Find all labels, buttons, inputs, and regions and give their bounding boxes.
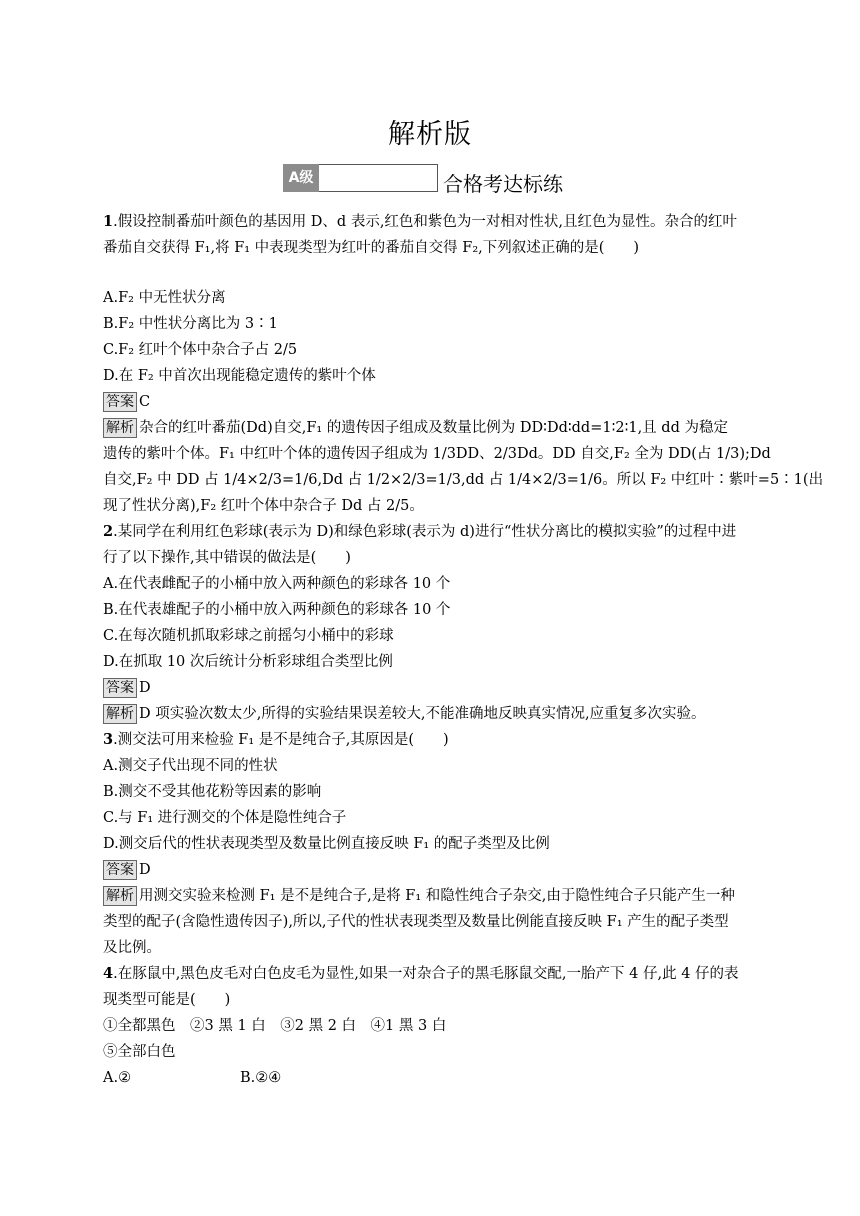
page-title: 解析版: [388, 119, 472, 150]
question-1-option-d: D.在 F₂ 中首次出现能稳定遗传的紫叶个体: [103, 368, 376, 384]
question-4-stem-line: 4.在豚鼠中,黑色皮毛对白色皮毛为显性,如果一对杂合子的黑毛豚鼠交配,一胎产下 4 仔,此 4 仔的表: [103, 965, 739, 982]
question-3-analysis-line: 类型的配子(含隐性遗传因子),所以,子代的性状表现类型及数量比例能直接反映 F₁ 产生的配子类型: [103, 914, 729, 930]
level-badge: A级: [283, 164, 319, 192]
question-4-choices: ①全都黑色 ②3 黑 1 白 ③2 黑 2 白 ④1 黑 3 白: [103, 1018, 447, 1034]
analysis-label: 解析: [103, 418, 137, 438]
question-3-analysis: 解析 用测交实验来检测 F₁ 是不是纯合子,是将 F₁ 和隐性纯合子杂交,由于隐性纯合子只能产生一种: [103, 883, 758, 909]
question-4-options: [103, 1065, 758, 1091]
analysis-label: 解析: [103, 886, 137, 906]
question-2-stem-line: 行了以下操作,其中错误的做法是( ): [103, 550, 351, 566]
question-1-analysis-line: 现了性状分离),F₂ 红叶个体中杂合子 Dd 占 2/5。: [103, 498, 424, 514]
question-2-option-d: D.在抓取 10 次后统计分析彩球组合类型比例: [103, 654, 393, 670]
question-2-option-a: A.在代表雌配子的小桶中放入两种颜色的彩球各 10 个: [103, 576, 451, 592]
question-3-stem-line: 3.测交法可用来检验 F₁ 是不是纯合子,其原因是( ): [103, 731, 449, 748]
question-2-analysis: 解析 D 项实验次数太少,所得的实验结果误差较大,不能准确地反映真实情况,应重复多次实验。: [103, 701, 758, 727]
question-2-option-c: C.在每次随机抓取彩球之前摇匀小桶中的彩球: [103, 628, 394, 644]
question-2-stem-line: 2.某同学在利用红色彩球(表示为 D)和绿色彩球(表示为 d)进行“性状分离比的模拟实验”的过程中进: [103, 523, 737, 540]
question-3-analysis-line: 及比例。: [103, 940, 161, 956]
question-3-option-c: C.与 F₁ 进行测交的个体是隐性纯合子: [103, 810, 347, 826]
question-1-analysis: 解析 杂合的红叶番茄(Dd)自交,F₁ 的遗传因子组成及数量比例为 DD∶Dd∶dd=1∶2∶1,且 dd 为稳定: [103, 415, 758, 441]
question-4-choices: ⑤全部白色: [103, 1044, 176, 1060]
question-1-stem-line: 番茄自交获得 F₁,将 F₁ 中表现类型为红叶的番茄自交得 F₂,下列叙述正确的是( ): [103, 240, 640, 256]
question-4-option-b: B.②④: [240, 1070, 282, 1086]
question-1-answer: 答案 C: [103, 389, 758, 415]
question-1-option-a: A.F₂ 中无性状分离: [103, 290, 226, 306]
question-2-option-b: B.在代表雄配子的小桶中放入两种颜色的彩球各 10 个: [103, 602, 451, 618]
question-3-option-a: A.测交子代出现不同的性状: [103, 758, 278, 774]
question-1-analysis-line: 自交,F₂ 中 DD 占 1/4×2/3=1/6,Dd 占 1/2×2/3=1/3,dd 占 1/4×2/3=1/6。所以 F₂ 中红叶∶紫叶=5∶1(出: [103, 472, 824, 488]
question-1-analysis-line: 遗传的紫叶个体。F₁ 中红叶个体的遗传因子组成为 1/3DD、2/3Dd。DD 自交,F₂ 全为 DD(占 1/3);Dd: [103, 446, 771, 462]
question-3-answer: 答案 D: [103, 857, 758, 883]
level-box: [319, 164, 438, 192]
question-4-option-a: A.②: [103, 1070, 132, 1086]
question-1-stem-line: 1.假设控制番茄叶颜色的基因用 D、d 表示,红色和紫色为一对相对性状,且红色为显性。杂合的红叶: [103, 213, 738, 230]
question-3-option-b: B.测交不受其他花粉等因素的影响: [103, 784, 322, 800]
question-4-stem-line: 现类型可能是( ): [103, 992, 231, 1008]
question-1-option-b: B.F₂ 中性状分离比为 3∶1: [103, 316, 278, 332]
question-3-option-d: D.测交后代的性状表现类型及数量比例直接反映 F₁ 的配子类型及比例: [103, 836, 550, 852]
answer-label: 答案: [103, 860, 137, 880]
answer-label: 答案: [103, 678, 137, 698]
answer-label: 答案: [103, 392, 137, 412]
analysis-label: 解析: [103, 704, 137, 724]
questions: [103, 209, 824, 1091]
question-2-answer: 答案 D: [103, 675, 758, 701]
question-1-option-c: C.F₂ 红叶个体中杂合子占 2/5: [103, 342, 298, 358]
level-title: 合格考达标练: [443, 172, 563, 196]
